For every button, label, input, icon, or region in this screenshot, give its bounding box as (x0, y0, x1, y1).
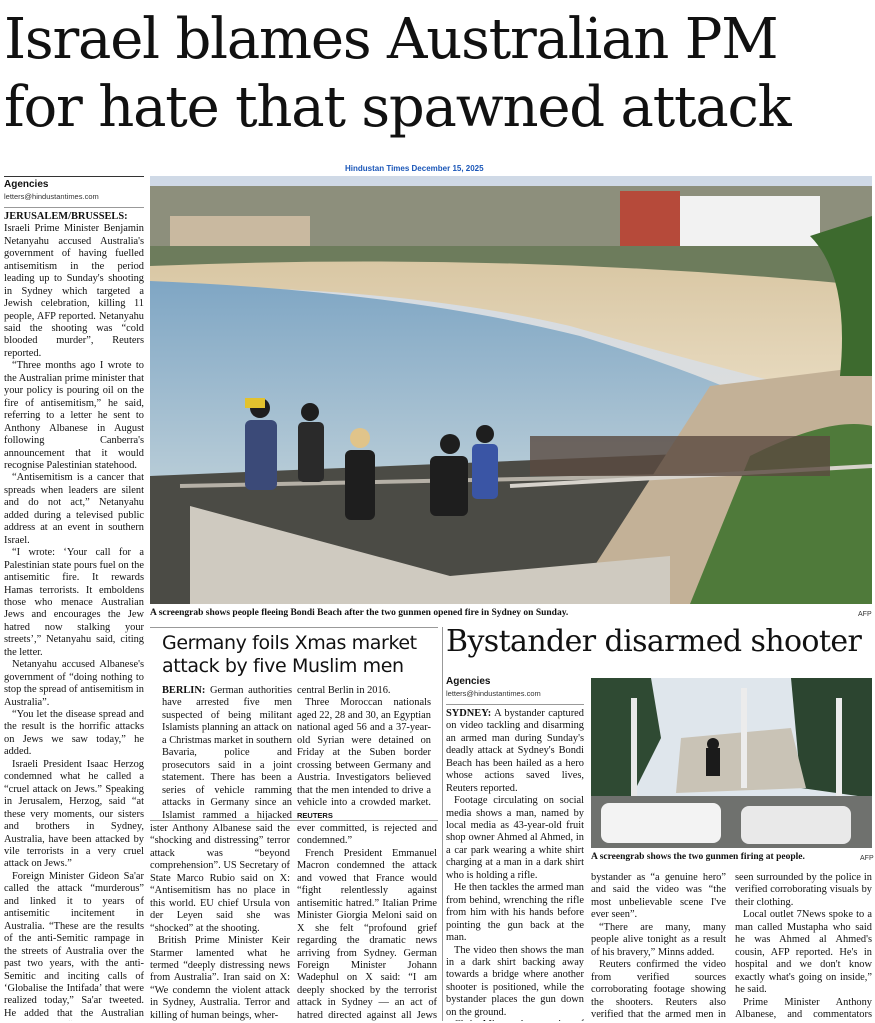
publication-watermark: Hindustan Times December 15, 2025 (345, 164, 484, 173)
paragraph: He then tackles the armed man from behind, wrenching the rifle from him with his hands before pointing the gun back at the man. (446, 882, 584, 944)
paragraph: BERLIN: German authorities have arrested five men suspected of being militant Islamists planning an attack on a Christmas market in southern Bavaria, police and prosecutors said in a joint statement. There has been a series of vehicle ramming attacks in Germany since an Islamist rammed a hijacked (162, 685, 292, 820)
main-story-column-2 (150, 823, 290, 1021)
gunmen-photo-credit: AFP (860, 855, 874, 862)
germany-box-top-rule (150, 627, 438, 628)
main-story-column-3 (297, 823, 437, 1021)
paragraph: Three Moroccan nationals aged 22, 28 and 30, an Egyptian national aged 56 and a 37-year-old Syrian were detained on Friday at the Suben border crossing between Germany and Austria. Investigators believed that the men intended to drive a vehicle into a crowded market. REUTERS (297, 697, 431, 820)
paragraph: Foreign Minister Gideon Sa'ar called the attack “murderous” and linked it to years of antisemitic incitement in Australia. “These are the results of the anti-Semitic rampage in the streets of Australia over the past two years, with the anti-Semitic and inciting calls of ‘Globalise the Intifada’ that were realized today,” Sa'ar tweeted. He added that the Australian (4, 870, 144, 1019)
main-photo-credit: AFP (858, 611, 872, 618)
paragraph: Prime Minister Anthony Albanese, and commentators (735, 996, 872, 1020)
paragraph: The video then shows the man in a dark shirt backing away towards a bridge where another shooter is positioned, while the bystander places the gun down on the ground. (446, 944, 584, 1018)
source-tag: REUTERS (297, 810, 333, 820)
paragraph: SYDNEY: A bystander captured on video tackling and disarming an armed man during Sunday's deadly attack at Sydney's Bondi Beach has been hailed as a hero whose actions saved lives, Reuters reported. (446, 707, 584, 794)
main-story-column-1 (4, 176, 144, 1021)
paragraph: “Antisemitism is a cancer that spreads when leaders are silent and do not act,” Netanyahu added during a televised public address at an event in southern Israel. (4, 472, 144, 546)
paragraph: ister Anthony Albanese said the “shocking and distressing” terror attack was “beyond comprehension”. US Secretary of State Marco Rubio said on X: “Antisemitism has no place in this world. EU chief Ursula von der Leyen said she was “shocked” at the shooting. (150, 823, 290, 934)
bystander-story-title: Bystander disarmed shooter (446, 624, 862, 659)
column-rule (442, 627, 443, 1021)
gunmen-photo (591, 678, 872, 848)
paragraph: central Berlin in 2016. (297, 685, 391, 696)
byline: Agencies (446, 676, 491, 687)
bystander-story-column-2 (591, 872, 726, 1021)
dateline: BERLIN: (162, 685, 206, 696)
bondi-beach-photo (150, 176, 872, 604)
bystander-story-column-1 (446, 676, 584, 1021)
paragraph: Netanyahu accused Albanese's government of “doing nothing to stop the spread of antisemitism in Australia”. (4, 659, 144, 708)
paragraph (446, 1019, 584, 1021)
paragraph: “I wrote: ‘Your call for a Palestinian state pours fuel on the antisemitic fire. It rewards Hamas terrorists. It emboldens those who menace Australian Jews and encourages the Jew hatred now stalking your streets’,” Netanyahu said, citing the letter. (4, 547, 144, 658)
byline: Agencies (4, 179, 49, 190)
paragraph: ever committed, is rejected and condemned.” (297, 823, 437, 847)
dateline: SYDNEY: (446, 707, 492, 719)
bystander-story-column-3 (735, 872, 872, 1021)
headline-line-2: for hate that spawned attack (4, 75, 791, 140)
paragraph: “You let the disease spread and the result is the horrific attacks on Jews we saw today,” he added. (4, 709, 144, 758)
paragraph: Israeli President Isaac Herzog condemned what he called a “cruel attack on Jews.” Speaking in Jerusalem, Herzog, said “at these very moments, our sisters and brothers in Sydney, Australia, have been attacked by vile terrorists in a very cruel attack on Jews.” (4, 758, 144, 870)
main-photo-caption: A screengrab shows people fleeing Bondi Beach after the two gunmen opened fire in Sydney on Sunday. (150, 608, 569, 618)
paragraph: JERUSALEM/BRUSSELS: Israeli Prime Minister Benjamin Netanyahu accused Australia's government of having fuelled antisemitism in the period leading up to Sunday's shooting in Sydney which targeted a Jewish celebration, killing 11 people, AFP reported. Netanyahu said the shooting was “cold blooded murder”, Reuters reported. (4, 210, 144, 359)
paragraph: British Prime Minister Keir Starmer lamented what he termed “deeply distressing news from Australia”. Iran said on X: “We condemn the violent attack in Sydney, Australia. Terror and killing of human beings, wher- (150, 935, 290, 1021)
germany-story-column-2 (297, 685, 431, 820)
paragraph: Footage circulating on social media shows a man, named by local media as 43-year-old fruit shop owner Ahmed al Ahmed, in a car park wearing a white shirt charging at a man in a dark shirt who is holding a rifle. (446, 795, 584, 881)
paragraph: Local outlet 7News spoke to a man called Mustapha who said he was Ahmed al Ahmed's cousin, AFP reported. He's in hospital and we don't know exactly what's going on inside,” he said. (735, 909, 872, 996)
paragraph: bystander as “a genuine hero” and said the video was “the most unbelievable scene I've ever seen”. (591, 872, 726, 921)
gunmen-photo-caption: A screengrab shows the two gunmen firing at people. (591, 852, 805, 862)
paragraph: French President Emmanuel Macron condemned the attack and vowed that France would “fight relentlessly against antisemitic hatred.” Italian Prime Minister Giorgia Meloni said on X she felt “profound grief regarding the dramatic news arriving from Sydney. German Foreign Minister Johann Wadephul on X said: “I am deeply shocked by the terrorist attack in Sydney — an act of hatred directed against all Jews (297, 847, 437, 1021)
headline-line-1: Israel blames Australian PM (4, 7, 778, 72)
paragraph: seen surrounded by the police in verified corroborating visuals by their clothing. (735, 872, 872, 908)
germany-story-title: Germany foils Xmas market attack by five Muslim men (162, 632, 417, 677)
germany-box-bottom-rule (150, 820, 438, 821)
paragraph: “There are many, many people alive tonight as a result of his bravery,” Minns added. (591, 921, 726, 958)
byline-email: letters@hindustantimes.com (446, 688, 584, 704)
germany-story-column-1 (162, 685, 292, 820)
dateline: JERUSALEM/BRUSSELS: (4, 210, 128, 222)
paragraph: “Three months ago I wrote to the Australian prime minister that your policy is pouring oil on the fire of antisemitism,” he said, referring to a letter he sent to Anthony Albanese in August following Canberra's announcement that it would recognise Palestinian statehood. (4, 360, 144, 471)
byline-email: letters@hindustantimes.com (4, 191, 144, 207)
headline (4, 6, 872, 142)
paragraph: Reuters confirmed the video from verified sources corroborating footage showing the shooters. Reuters also verified that the armed men in (591, 959, 726, 1020)
